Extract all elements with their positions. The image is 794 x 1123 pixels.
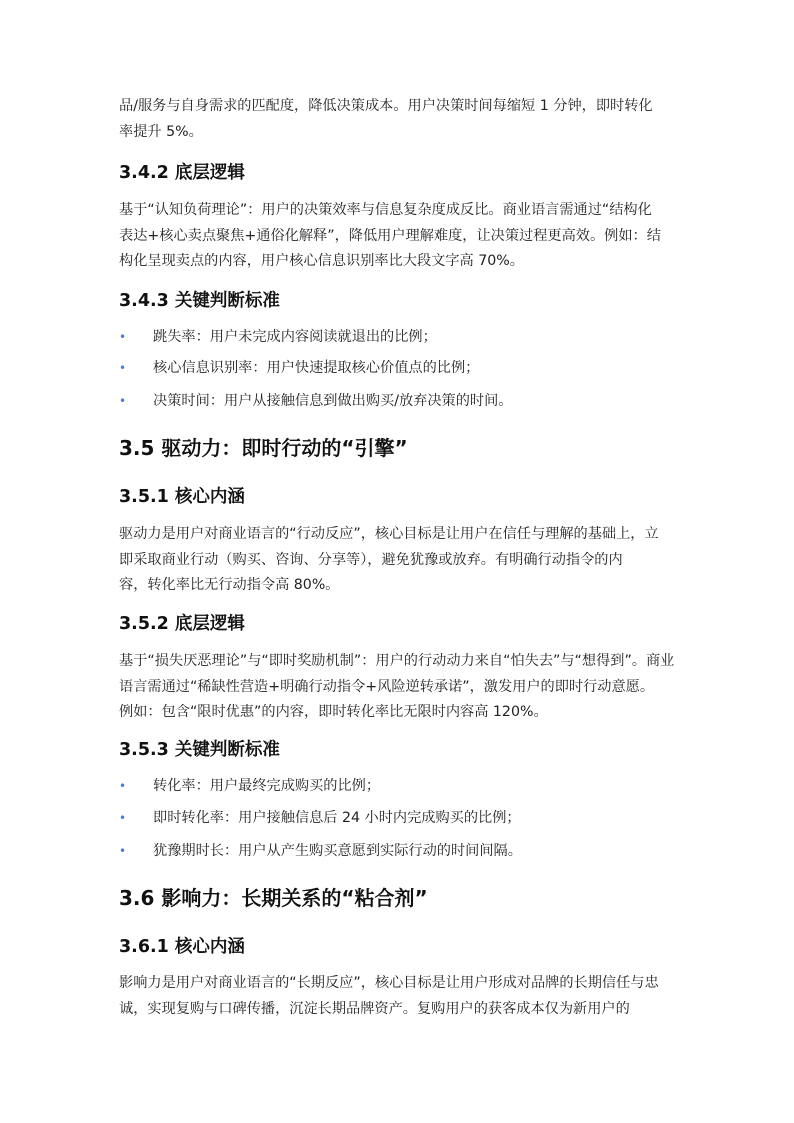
bullet-icon: • — [119, 844, 127, 858]
heading-text: 3.4.3 关键判断标准 — [119, 291, 280, 311]
list-item-text: 决策时间：用户从接触信息到做出购买/放弃决策的时间。 — [153, 393, 513, 409]
section-heading-3-5-2 — [119, 612, 679, 636]
section-heading-3-5 — [119, 435, 679, 461]
list-item — [119, 840, 679, 862]
paragraph-3-4-2 — [119, 198, 679, 275]
paragraph-3-5-2 — [119, 649, 679, 726]
list-item — [119, 390, 679, 412]
list-item-text: 核心信息识别率：用户快速提取核心价值点的比例； — [153, 360, 480, 376]
heading-text: 3.5.2 底层逻辑 — [119, 614, 245, 634]
heading-text: 3.6.1 核心内涵 — [119, 937, 245, 957]
bullet-icon: • — [119, 361, 127, 375]
paragraph-line: 诚，实现复购与口碑传播，沉淀长期品牌资产。复购用户的获客成本仅为新用户的 — [119, 1000, 630, 1017]
paragraph-line: 容，转化率比无行动指令高 80%。 — [119, 577, 340, 593]
bullet-icon: • — [119, 811, 127, 825]
list-item-text: 犹豫期时长：用户从产生购买意愿到实际行动的时间间隔。 — [153, 843, 522, 859]
paragraph-line: 基于“认知负荷理论”：用户的决策效率与信息复杂度成反比。商业语言需通过“结构化 — [119, 202, 652, 218]
bullet-icon: • — [119, 779, 127, 793]
paragraph-line: 驱动力是用户对商业语言的“行动反应”，核心目标是让用户在信任与理解的基础上，立 — [119, 526, 659, 542]
section-heading-3-4-2 — [119, 161, 679, 185]
paragraph-line: 品/服务与自身需求的匹配度，降低决策成本。用户决策时间每缩短 1 分钟，即时转化 — [119, 98, 653, 114]
list-item-text: 转化率：用户最终完成购买的比例； — [153, 778, 381, 794]
paragraph-line: 表达+核心卖点聚焦+通俗化解释”，降低用户理解难度，让决策过程更高效。例如：结 — [119, 227, 661, 244]
section-heading-3-6 — [119, 885, 679, 911]
paragraph-line: 即采取商业行动（购买、咨询、分享等），避免犹豫或放弃。有明确行动指令的内 — [119, 551, 623, 568]
paragraph-line: 基于“损失厌恶理论”与“即时奖励机制”：用户的行动动力来自“怕失去”与“想得到”。商业 — [119, 653, 675, 669]
paragraph-line: 影响力是用户对商业语言的“长期反应”，核心目标是让用户形成对品牌的长期信任与忠 — [119, 975, 659, 991]
heading-text: 3.5.1 核心内涵 — [119, 487, 245, 507]
section-heading-3-4-3 — [119, 289, 679, 313]
intro-paragraph — [119, 94, 679, 145]
paragraph-line: 例如：包含“限时优惠”的内容，即时转化率比无限时内容高 120%。 — [119, 704, 548, 720]
section-heading-3-5-3 — [119, 738, 679, 762]
section-heading-3-5-1 — [119, 485, 679, 509]
paragraph-3-6-1 — [119, 971, 679, 1022]
heading-text: 3.6 影响力：长期关系的“粘合剂” — [119, 886, 428, 910]
bullet-icon: • — [119, 394, 127, 408]
heading-text: 3.5.3 关键判断标准 — [119, 740, 280, 760]
heading-text: 3.5 驱动力：即时行动的“引擎” — [119, 436, 408, 460]
paragraph-3-5-1 — [119, 522, 679, 599]
list-item-text: 跳失率：用户未完成内容阅读就退出的比例； — [153, 329, 437, 345]
list-item — [119, 326, 679, 348]
paragraph-line: 语言需通过“稀缺性营造+明确行动指令+风险逆转承诺”，激发用户的即时行动意愿。 — [119, 678, 655, 695]
list-item-text: 即时转化率：用户接触信息后 24 小时内完成购买的比例； — [153, 810, 521, 826]
bullet-icon: • — [119, 330, 127, 344]
section-heading-3-6-1 — [119, 935, 679, 959]
heading-text: 3.4.2 底层逻辑 — [119, 163, 245, 183]
list-item — [119, 357, 679, 379]
paragraph-line: 率提升 5%。 — [119, 123, 203, 140]
paragraph-line: 构化呈现卖点的内容，用户核心信息识别率比大段文字高 70%。 — [119, 253, 524, 269]
list-item — [119, 807, 679, 829]
list-item — [119, 775, 679, 797]
